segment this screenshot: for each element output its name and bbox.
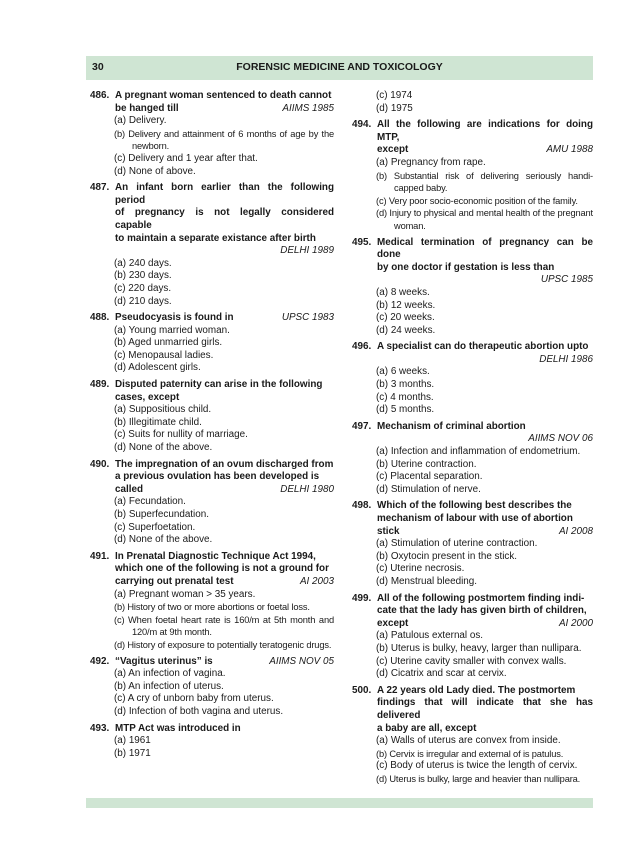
question-item [352,500,593,588]
question-text: An infant born earlier than the following period [115,182,334,206]
answer-option: (b) 3 months. [376,379,435,391]
exam-source: AI 2003 [299,575,334,587]
question-text: stick [377,525,400,537]
question-number: 490. [90,458,110,470]
answer-option: (c) Uterine necrosis. [376,563,465,575]
question-number: 489. [90,379,110,391]
question-number: 492. [90,655,110,667]
question-text: A specialist can do therapeutic abortion upto [377,341,589,353]
question-number: 493. [90,722,110,734]
question-stem-line [352,237,593,262]
answer-option: (c) Body of uterus is twice the length of cervix. [376,760,578,772]
question-stem-line [352,723,593,736]
answer-option: (d) None of above. [114,165,196,177]
question-number: 500. [352,684,372,696]
question-item [90,459,334,547]
question-text: MTP Act was introduced in [115,722,241,734]
answer-option: (c) 4 months. [376,391,434,403]
question-stem-line [352,605,593,618]
answer-option: (d) Infection of both vagina and uterus. [114,705,284,717]
question-text: a previous ovulation has been developed is [115,471,320,483]
question-text: All of the following postmortem finding indi- [377,592,585,604]
answer-option: (a) Pregnancy from rape. [376,156,486,168]
question-stem-line [90,103,334,116]
answer-option: (d) Adolescent girls. [114,362,201,374]
question-number: 497. [352,420,372,432]
question-text: All the following are indications for doing MTP, [377,119,593,143]
question-number: 486. [90,90,110,101]
question-item [352,685,593,786]
page-number: 30 [92,61,104,73]
answer-option: (b) Aged unmarried girls. [114,337,223,349]
question-stem-line [90,563,334,576]
question-stem-line [352,593,593,606]
question-text: cate that the lady has given birth of children, [377,605,587,617]
answer-option: (d) Injury to physical and mental health of the pregnant woman. [376,208,593,231]
answer-option: (b) An infection of uterus. [114,680,224,692]
question-item [352,237,593,338]
exam-source: UPSC 1985 [540,274,593,286]
answer-option: (a) 8 weeks. [376,286,430,298]
question-text: A pregnant woman sentenced to death cannot [115,90,332,101]
question-text: mechanism of labour with use of abortion [377,513,573,524]
answer-option: (a) 1961 [114,735,151,747]
answer-option: (b) Delivery and attainment of 6 months of age by the newborn. [114,128,334,152]
answer-option: (c) Very poor socio-economic position of the family. [376,195,578,206]
answer-option: (a) An infection of vagina. [114,668,226,680]
question-stem-line [352,500,593,513]
question-stem-line [352,421,593,434]
question-stem-line [352,685,593,698]
answer-option: (d) 210 days. [114,295,172,307]
question-number: 495. [352,236,372,248]
exam-source: DELHI 1989 [280,245,334,257]
question-stem-line [352,262,593,275]
question-text: findings that will indicate that she has delivered [377,697,593,721]
answer-option: (c) Uterine cavity smaller with convex walls. [376,655,567,667]
question-stem-line [352,513,593,526]
answer-option: (b) Uterus is bulky, heavy, larger than nullipara. [376,642,582,654]
question-text: Mechanism of criminal abortion [377,420,526,432]
question-text: called [115,483,143,495]
right-column [352,90,593,789]
answer-option: (b) Oxytocin present in the stick. [376,550,518,562]
answer-option: (c) Placental separation. [376,471,483,483]
answer-option: (d) Stimulation of nerve. [376,483,481,495]
exam-source: AI 2000 [558,617,593,629]
answer-option: (c) A cry of unborn baby from uterus. [114,693,274,705]
question-text: a baby are all, except [377,722,477,734]
question-stem-line [90,484,334,497]
exam-source: UPSC 1983 [281,312,334,324]
question-number: 498. [352,500,372,512]
question-item [90,723,334,761]
question-number: 494. [352,119,372,131]
exam-source: AIIMS 1985 [282,102,334,114]
answer-option: (a) Stimulation of uterine contraction. [376,538,538,550]
answer-option: (c) 1974 [376,90,413,101]
question-stem-line [90,723,334,736]
question-item [352,119,593,232]
question-stem-line [90,459,334,472]
answer-option: (d) None of the above. [114,534,213,546]
continued-options [352,90,593,115]
question-item [352,421,593,497]
question-item [90,379,334,455]
answer-option: (d) 5 months. [376,404,435,416]
answer-option: (d) Menstrual bleeding. [376,575,477,587]
question-text: cases, except [115,391,180,403]
question-text: of pregnancy is not legally considered capable [115,207,334,231]
left-column [90,90,334,764]
question-item [90,551,334,652]
footer-bar [86,798,593,808]
question-stem-line [352,341,593,354]
answer-option: (d) 24 weeks. [376,324,436,336]
question-stem-line [352,526,593,539]
exam-source: DELHI 1986 [539,353,593,365]
exam-source: DELHI 1980 [280,483,334,495]
answer-option: (b) 12 weeks. [376,299,436,311]
answer-option: (d) Uterus is bulky, large and heavier than nullipara. [376,773,581,784]
answer-option: (d) History of exposure to potentially teratogenic drugs. [114,639,332,650]
question-stem-line [90,551,334,564]
answer-option: (b) History of two or more abortions or foetal loss. [114,602,310,613]
answer-option: (b) Uterine contraction. [376,458,477,470]
question-text: which one of the following is not a ground for [115,563,329,575]
exam-source: AIIMS NOV 05 [269,655,334,667]
question-stem-line [352,618,593,631]
question-text: “Vagitus uterinus” is [115,655,213,667]
question-item [90,312,334,375]
question-text: except [377,617,409,629]
answer-option: (a) Suppositious child. [114,404,212,416]
question-stem-line [90,182,334,207]
running-title: FORENSIC MEDICINE AND TOXICOLOGY [236,61,443,73]
question-text: Medical termination of pregnancy can be done [377,236,593,261]
answer-option: (c) Menopausal ladies. [114,349,214,361]
answer-option: (b) Cervix is irregular and external of is patulus. [376,748,564,759]
question-text: In Prenatal Diagnostic Technique Act 1994, [115,550,316,562]
question-stem-line [90,656,334,669]
question-item [90,90,334,178]
question-stem-line [90,576,334,589]
answer-option: (a) Walls of uterus are convex from inside. [376,735,561,747]
exam-source: AMU 1988 [546,144,593,156]
question-text: The impregnation of an ovum discharged from [115,458,334,470]
question-text: to maintain a separate existance after birth [115,232,316,244]
question-stem-line [90,471,334,484]
page-header [86,56,593,80]
question-text: Disputed paternity can arise in the following [115,379,323,391]
answer-option: (b) 1971 [114,747,151,759]
question-stem-line [90,90,334,103]
question-item [352,593,593,681]
question-text: Pseudocyasis is found in [115,312,234,324]
question-number: 491. [90,550,110,562]
question-stem-line [90,233,334,246]
answer-option: (a) Delivery. [114,115,167,127]
answer-option: (d) None of the above. [114,442,213,454]
question-text: carrying out prenatal test [115,575,234,587]
question-item [90,656,334,719]
answer-option: (c) When foetal heart rate is 160/m at 5th month and 120/m at 9th month. [114,614,334,638]
question-number: 487. [90,182,110,194]
answer-option: (c) Suits for nullity of marriage. [114,429,248,441]
answer-option: (a) Patulous external os. [376,630,484,642]
answer-option: (b) 230 days. [114,270,172,282]
answer-option: (b) Superfecundation. [114,509,209,520]
answer-option: (c) 20 weeks. [376,312,435,324]
question-text: be hanged till [115,102,179,114]
answer-option: (a) 240 days. [114,257,172,269]
question-stem-line [90,379,334,392]
exam-source: AIIMS NOV 06 [528,433,593,445]
question-text: Which of the following best describes the [377,500,572,512]
answer-option: (a) Young married woman. [114,324,230,336]
answer-option: (a) 6 weeks. [376,366,430,378]
question-number: 488. [90,312,110,324]
answer-option: (c) 220 days. [114,282,172,294]
question-number: 496. [352,341,372,353]
question-item [90,182,334,308]
question-text: by one doctor if gestation is less than [377,261,555,273]
answer-option: (c) Superfoetation. [114,521,196,533]
question-stem-line [352,697,593,722]
question-stem-line [352,119,593,144]
answer-option: (b) Substantial risk of delivering seriously handi-capped baby. [376,170,593,194]
question-stem-line [352,144,593,157]
question-stem-line [90,392,334,405]
answer-option: (c) Delivery and 1 year after that. [114,152,258,164]
answer-option: (d) Cicatrix and scar at cervix. [376,668,507,680]
question-stem-line [90,207,334,232]
question-text: except [377,144,409,156]
question-number: 499. [352,592,372,604]
question-item [352,341,593,417]
question-stem-line [90,312,334,325]
answer-option: (b) Illegitimate child. [114,416,202,428]
exam-source: AI 2008 [558,525,593,537]
answer-option: (a) Infection and inflammation of endometrium. [376,446,581,458]
answer-option: (a) Pregnant woman > 35 years. [114,588,256,600]
question-text: A 22 years old Lady died. The postmortem [377,684,576,696]
answer-option: (a) Fecundation. [114,496,186,508]
answer-option: (d) 1975 [376,102,413,114]
